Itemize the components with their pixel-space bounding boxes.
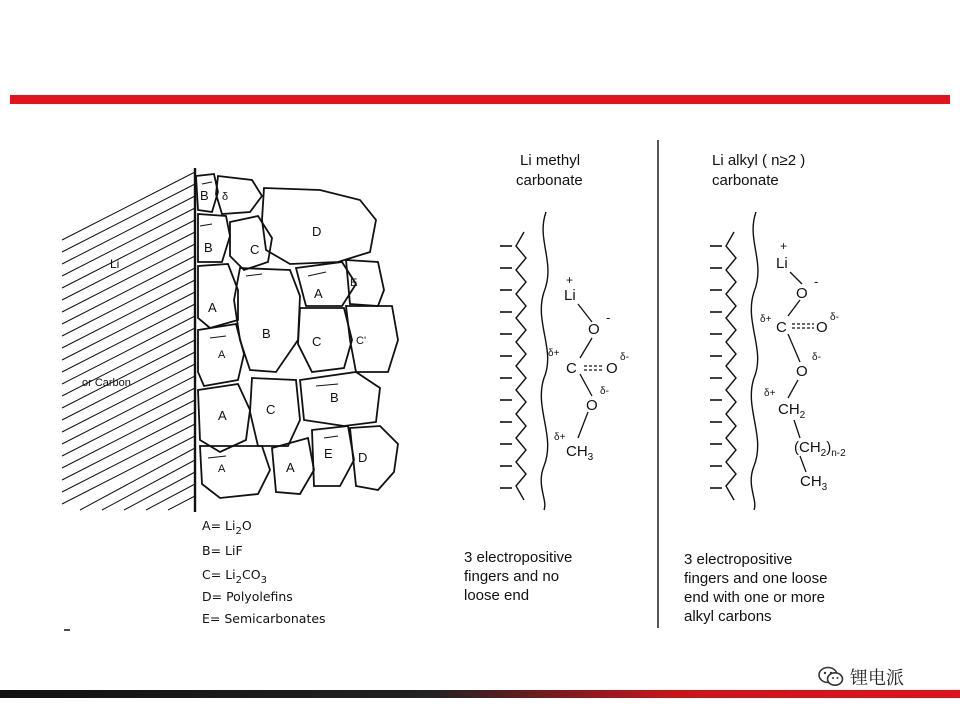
methyl-c-charge: δ+ <box>548 348 560 359</box>
methyl-li: Li <box>564 287 576 304</box>
watermark <box>818 664 904 690</box>
alkyl-ch2: $CH_2$ <box>778 401 806 421</box>
legend-item-b: B= LiF <box>202 543 243 558</box>
methyl-o1: O <box>588 321 600 338</box>
alkyl-o1: O <box>796 285 808 302</box>
alkyl-zigzag-boundary <box>726 232 736 500</box>
alkyl-chain: $(CH_2)_{n-2}$ <box>794 439 846 459</box>
watermark-text: 锂电派 <box>850 668 904 689</box>
methyl-o3-charge: δ- <box>600 386 609 397</box>
alkyl-li: Li <box>776 255 788 272</box>
methyl-title-line2: carbonate <box>516 172 583 189</box>
methyl-zigzag-boundary <box>516 232 526 500</box>
methyl-wavy-boundary <box>541 212 548 510</box>
sei-mosaic-diagram <box>62 168 398 512</box>
methyl-o2: O <box>606 360 618 377</box>
alkyl-ch3: $CH_3$ <box>800 473 828 493</box>
methyl-c: C <box>566 360 577 377</box>
alkyl-caption-line2: fingers and one loose <box>684 570 828 587</box>
grain-letter: A <box>218 408 227 423</box>
methyl-title-line1: Li methyl <box>520 152 581 169</box>
substrate-label-carbon: or Carbon <box>82 377 131 389</box>
grain-letter: E <box>350 277 358 289</box>
methyl-ch3: $CH_3$ <box>566 443 594 463</box>
bottom-gradient-rule <box>0 690 960 698</box>
grain-letter: D <box>312 224 322 239</box>
alkyl-title-line1: Li alkyl ( n≥2 ) <box>712 152 806 169</box>
alkyl-o3: O <box>796 363 808 380</box>
methyl-ch3-charge: δ+ <box>554 432 566 443</box>
grain-letter: C <box>250 242 260 257</box>
methyl-caption-line2: fingers and no <box>464 568 560 585</box>
grain-letter: E <box>324 446 333 461</box>
grain-letter: A <box>314 286 323 301</box>
substrate-label-li: Li <box>110 257 120 271</box>
alkyl-o3-charge: δ- <box>812 352 821 363</box>
grain-letter: A <box>286 460 295 475</box>
sei-grains <box>196 174 398 498</box>
wechat-icon <box>818 666 844 688</box>
alkyl-c: C <box>776 319 787 336</box>
grain-letter: D <box>358 450 368 465</box>
grain-letter: B <box>204 240 213 255</box>
substrate-hatching <box>62 172 195 510</box>
grain-letter: A <box>208 300 217 315</box>
legend-item-a: $A= Li_2O$ <box>202 518 252 537</box>
methyl-surface-dashes <box>500 246 512 488</box>
alkyl-o2-charge: δ- <box>830 312 839 323</box>
legend-item-c: $C= Li_2CO_3$ <box>202 567 267 586</box>
alkyl-c-charge: δ+ <box>760 314 772 325</box>
grain-letter: A <box>218 463 226 475</box>
alkyl-ch2-charge: δ+ <box>764 388 776 399</box>
grain-letter: C' <box>356 335 367 347</box>
alkyl-o2: O <box>816 319 828 336</box>
methyl-o2-charge: δ- <box>620 352 629 363</box>
methyl-caption-line3: loose end <box>464 587 530 604</box>
grain-letter: B <box>200 188 209 203</box>
grain-letters <box>200 188 367 475</box>
grain-letter: A <box>218 349 226 361</box>
methyl-panel <box>464 152 629 604</box>
methyl-o3: O <box>586 397 598 414</box>
grain-letter: B <box>330 390 339 405</box>
legend-item-d: D= Polyolefins <box>202 589 293 604</box>
grain-letter: B <box>262 326 271 341</box>
alkyl-wavy-boundary <box>751 212 758 510</box>
alkyl-caption-line4: alkyl carbons <box>684 608 772 625</box>
grain-letter: C <box>266 402 276 417</box>
alkyl-o1-charge: - <box>814 274 819 289</box>
alkyl-title-line2: carbonate <box>712 172 779 189</box>
grain-letter: δ <box>222 191 229 203</box>
legend-item-e: E= Semicarbonates <box>202 611 326 626</box>
alkyl-caption-line3: end with one or more <box>684 589 825 606</box>
methyl-li-plus: + <box>566 273 574 287</box>
sei-legend <box>202 518 326 626</box>
alkyl-panel <box>684 152 846 625</box>
methyl-o1-charge: - <box>606 310 611 325</box>
alkyl-caption-line1: 3 electropositive <box>684 551 793 568</box>
alkyl-surface-dashes <box>710 246 722 488</box>
methyl-caption-line1: 3 electropositive <box>464 549 573 566</box>
grain-letter: C <box>312 334 322 349</box>
alkyl-li-plus: + <box>780 239 788 253</box>
